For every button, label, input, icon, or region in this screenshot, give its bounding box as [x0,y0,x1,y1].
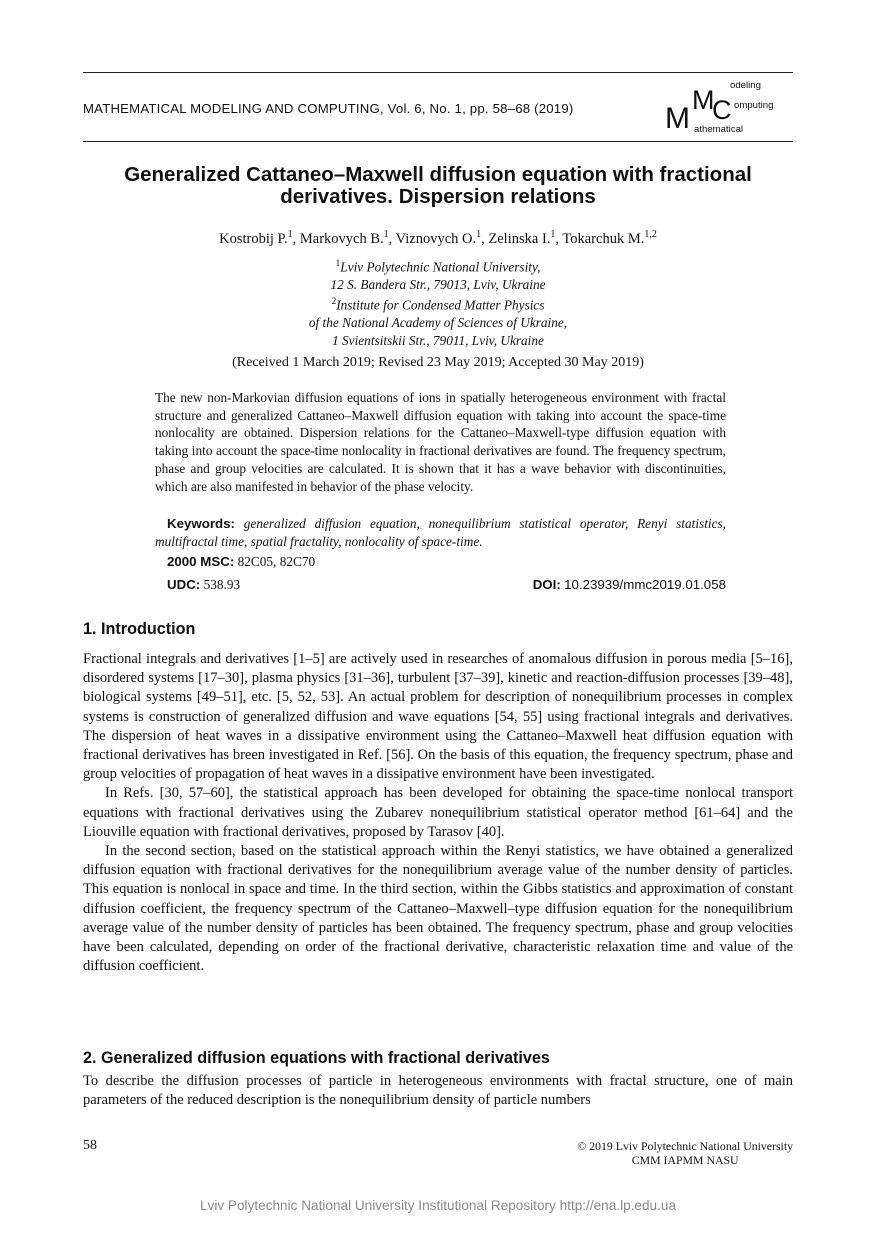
paragraph: In the second section, based on the statistical approach within the Renyi statistics, we have obtained a generalized diffusion equation with fractional derivatives for the nonequilibrium average value of the number density of particles. This equation is nonlocal in space and time. In the third section, within the Gibbs statistics and approximation of constant diffusion coefficient, the frequency spectrum of the Cattaneo–Maxwell–type diffusion equation for the nonequilibrium average value of the number density of particles has been obtained. The frequency spectrum, phase and group velocities have been calculated, depending on order of the fractional derivative, characteristic relaxation time and value of the diffusion coefficient. [83,843,793,975]
author-name: Kostrobij P. [219,230,288,247]
affiliation-mark: 1 [335,259,341,269]
author-name: Zelinska I. [488,230,551,247]
logo-letter-m-large: M [665,102,690,135]
affiliation-line [83,314,793,332]
copyright-line: © 2019 Lviv Polytechnic National University [577,1139,793,1153]
paragraph: In Refs. [30, 57–60], the statistical approach has been developed for obtaining the space-time nonlocal transport equations with fractional derivatives using the Zubarev nonequilibrium statistical operator method [61–64] and the Liouville equation with fractional derivatives, proposed by Tarasov [40]. [83,785,793,840]
author-name: Viznovych O. [395,230,477,247]
author-affiliation-mark: 1 [550,229,556,240]
mmc-logo [665,80,795,140]
doi-link[interactable]: 10.23939/mmc2019.01.058 [564,577,726,592]
paragraph: Fractional integrals and derivatives [1–5] are actively used in researches of anomalous diffusion in porous media [5–16], disordered systems [17–30], plasma physics [31–36], turbulent [37–39], kinetic and reaction-diffusion processes [39–48], biological systems [49–51], etc. [5, 52, 53]. An actual problem for description of nonequilibrium processes in complex systems is construction of generalized diffusion and wave equations [54, 55] using fractional integrals and derivatives. The dispersion of heat waves in a dissipative environment using the Cattaneo–Maxwell heat diffusion equation with fractional derivatives has breen investigated in Ref. [56]. On the basis of this equation, the frequency spectrum, phase and group velocities of propagation of heat waves in a dissipative environment have been investigated. [83,651,793,783]
doi [533,577,726,593]
header-bottom-rule [83,141,793,142]
doi-label: DOI: [532,577,561,592]
affiliation-text: of the National Academy of Sciences of Ukraine, [308,315,568,331]
affiliation-mark: 2 [331,297,337,308]
logo-word-mathematical: athematical [694,124,744,135]
affiliation-line [83,256,793,276]
logo-word-computing: omputing [734,100,774,111]
header-top-rule [83,72,793,73]
abstract-text: The new non-Markovian diffusion equations of ions in spatially heterogeneous environment with fractal structure and generalized Cattaneo–Maxwell diffusion equation with taking into account the space-time nonlocality are obtained. Dispersion relations for the Cattaneo–Maxwell-type diffusion equation with taking into account the space-time nonlocality in fractional derivatives are found. The frequency spectrum, phase and group velocities are calculated. It is shown that it has a wave behavior with discontinuities, which are also manifested in behavior of the phase velocity. [155,390,726,494]
udc-label: UDC: [167,577,201,592]
affiliation-list [83,256,793,350]
copyright-line: CMM IAPMM NASU [631,1153,739,1167]
msc-label: 2000 MSC: [167,554,235,569]
section2-body [83,1072,793,1110]
affiliation-text: 12 S. Bandera Str., 79013, Lviv, Ukraine [330,277,546,293]
logo-letter-m-top: M [692,85,715,115]
keywords-block [155,515,726,550]
logo-word-modeling: odeling [730,80,761,91]
author-list: Kostrobij P.$^1$, Markovych B.$^1$, Viznovych O.$^1$, Zelinska I.$^1$, Tokarchuk M.$^{1,2}$ [219,229,657,247]
msc-classification [167,554,315,570]
keywords-label: Keywords: [167,516,235,531]
author-name: Markovych B. [299,230,384,247]
section-heading-generalized-diffusion: 2. Generalized diffusion equations with fractional derivatives [83,1049,550,1067]
copyright-notice [577,1139,793,1167]
author-affiliation-mark: 1,2 [644,229,657,240]
affiliation-text: Institute for Condensed Matter Physics [336,297,545,313]
journal-citation: Vol. 6, No. 1, pp. 58–68 (2019) [387,101,574,116]
udc-classification [167,577,240,593]
affiliation-line [83,276,793,294]
author-affiliation-mark: 1 [383,229,389,240]
author-name: Tokarchuk M. [562,230,645,247]
repository-watermark: Lviv Polytechnic National University Institutional Repository http://ena.lp.edu.ua [199,1198,677,1213]
author-affiliation-mark: 1 [287,229,293,240]
journal-header [83,101,573,116]
affiliation-text: Lviv Polytechnic National University, [340,259,541,275]
received-dates: (Received 1 March 2019; Revised 23 May 2019; Accepted 30 May 2019) [232,355,644,370]
author-affiliation-mark: 1 [476,229,482,240]
affiliation-line [83,294,793,314]
keywords-text: generalized diffusion equation, nonequilibrium statistical operator, Renyi statistics, multifractal time, spatial fractality, nonlocality of space-time. [155,516,726,549]
article-title: Generalized Cattaneo–Maxwell diffusion equation with fractional derivatives. Dispersion relations [124,163,752,208]
journal-name: MATHEMATICAL MODELING AND COMPUTING, [83,101,384,116]
introduction-body [83,650,793,976]
section-heading-introduction: 1. Introduction [83,620,196,638]
page-number: 58 [83,1138,97,1153]
udc-value: 538.93 [203,577,241,592]
msc-value: 82C05, 82C70 [237,554,316,569]
affiliation-line [83,332,793,350]
paragraph: To describe the diffusion processes of particle in heterogeneous environments with fractal structure, one of main parameters of the reduced description is the nonequilibrium density of particle numbers [83,1073,793,1109]
affiliation-text: 1 Svientsitskii Str., 79011, Lviv, Ukraine [332,333,544,349]
logo-letter-c: C [712,95,732,125]
